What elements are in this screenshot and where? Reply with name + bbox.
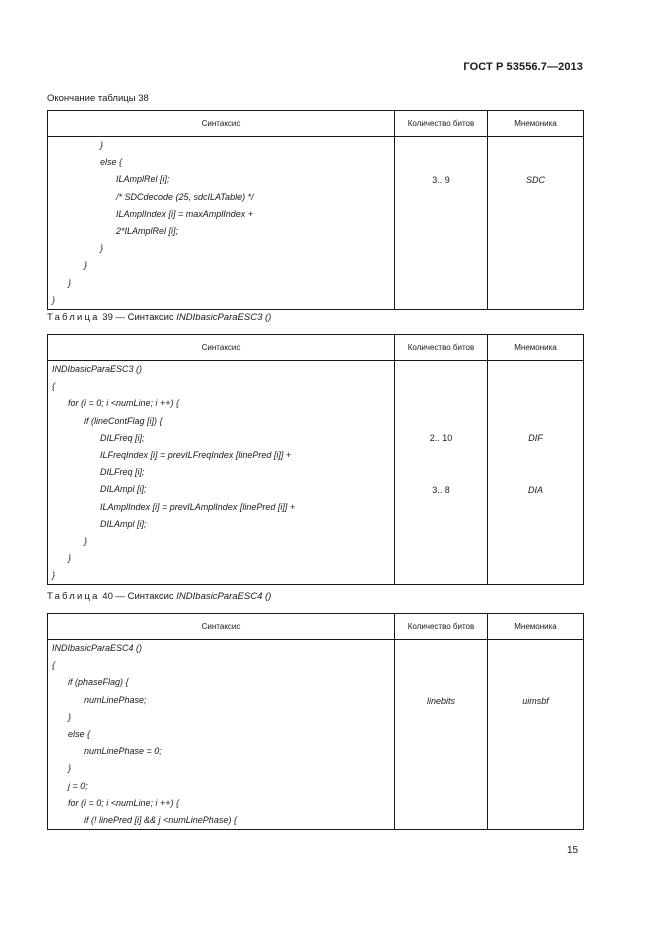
column-header-mnemonic: Мнемоника	[488, 614, 584, 640]
code-line: }	[84, 260, 88, 271]
table40	[47, 613, 584, 830]
code-line: j = 0;	[68, 780, 88, 791]
code-line: }	[52, 294, 56, 305]
code-line: DILFreq [i];	[100, 467, 145, 478]
mnemonic-cell	[488, 361, 584, 585]
column-header-syntax: Синтаксис	[48, 335, 395, 361]
code-line: DILAmpl [i];	[100, 518, 147, 529]
mnemonic-value: DIA	[527, 485, 543, 495]
caption-label: Таблица	[47, 312, 100, 323]
code-line: }	[84, 535, 88, 546]
code-line: }	[68, 277, 72, 288]
column-header-mnemonic: Мнемоника	[488, 335, 584, 361]
bits-cell	[395, 361, 488, 585]
syntax-cell	[48, 137, 395, 310]
code-line: INDIbasicParaESC3 ()	[52, 364, 143, 374]
code-line: }	[68, 711, 72, 722]
caption-title: INDIbasicParaESC3 ()	[176, 312, 272, 323]
code-line: }	[100, 243, 104, 254]
mnemonic-value: SDC	[525, 175, 545, 185]
code-line: numLinePhase = 0;	[84, 746, 162, 757]
bits-value: 3.. 9	[432, 175, 450, 185]
caption-number: 39 — Синтаксис	[99, 312, 177, 323]
code-line: }	[68, 553, 72, 564]
code-line: INDIbasicParaESC4 ()	[52, 643, 143, 653]
table-row	[48, 361, 584, 585]
code-line: DILAmpl [i];	[100, 484, 147, 495]
code-line: }	[100, 140, 104, 150]
code-line: if (! linePred [i] && j <numLinePhase) {	[84, 814, 237, 825]
table-row	[48, 137, 584, 310]
table-header-row	[48, 111, 584, 137]
code-line: ILAmplIndex [i] = maxAmplIndex +	[116, 208, 254, 219]
bits-value: linebits	[426, 696, 455, 706]
column-header-bits: Количество битов	[395, 335, 488, 361]
code-line: ILAmplRel [i];	[116, 174, 170, 185]
syntax-cell	[48, 361, 395, 585]
mnemonic-cell	[488, 640, 584, 830]
table-header-row	[48, 614, 584, 640]
standard-header: ГОСТ Р 53556.7—2013	[463, 61, 583, 73]
code-line: ILAmplIndex [i] = prevILAmplIndex [linePred [i]] +	[100, 501, 296, 512]
table39	[47, 334, 584, 585]
caption-number: 40 — Синтаксис	[99, 591, 177, 602]
table-row	[48, 640, 584, 830]
code-line: DILFreq [i];	[100, 432, 145, 443]
code-line: if (phaseFlag) {	[68, 677, 129, 688]
code-line: }	[68, 763, 72, 774]
code-line: for (i = 0; i <numLine; i ++) {	[68, 797, 180, 808]
table-header-row	[48, 335, 584, 361]
code-line: if (lineContFlag [i]) {	[84, 415, 163, 426]
code-line: ILFreqIndex [i] = prevILFreqIndex [linePred [i]] +	[100, 449, 292, 460]
table39-caption	[47, 312, 271, 323]
page-number: 15	[567, 845, 579, 856]
code-line: {	[52, 660, 56, 671]
caption-title: INDIbasicParaESC4 ()	[176, 591, 272, 602]
bits-cell	[395, 137, 488, 310]
code-line: /* SDCdecode (25, sdcILATable) */	[116, 191, 254, 202]
table38	[47, 110, 584, 310]
syntax-cell	[48, 640, 395, 830]
code-line: else {	[68, 728, 91, 739]
code-line: }	[52, 570, 56, 581]
table38-caption: Окончание таблицы 38	[47, 93, 149, 104]
code-line: numLinePhase;	[84, 694, 147, 705]
code-line: {	[52, 381, 56, 392]
column-header-bits: Количество битов	[395, 111, 488, 137]
code-line: 2*ILAmplRel [i];	[116, 225, 179, 236]
column-header-bits: Количество битов	[395, 614, 488, 640]
bits-value: 3.. 8	[432, 485, 450, 495]
code-line: else {	[100, 157, 123, 168]
mnemonic-cell	[488, 137, 584, 310]
caption-label: Таблица	[47, 591, 100, 602]
bits-value: 2.. 10	[429, 433, 453, 443]
bits-cell	[395, 640, 488, 830]
column-header-syntax: Синтаксис	[48, 614, 395, 640]
mnemonic-value: uimsbf	[522, 696, 549, 706]
code-line: for (i = 0; i <numLine; i ++) {	[68, 398, 180, 409]
table40-caption	[47, 591, 271, 602]
column-header-syntax: Синтаксис	[48, 111, 395, 137]
column-header-mnemonic: Мнемоника	[488, 111, 584, 137]
mnemonic-value: DIF	[528, 433, 543, 443]
